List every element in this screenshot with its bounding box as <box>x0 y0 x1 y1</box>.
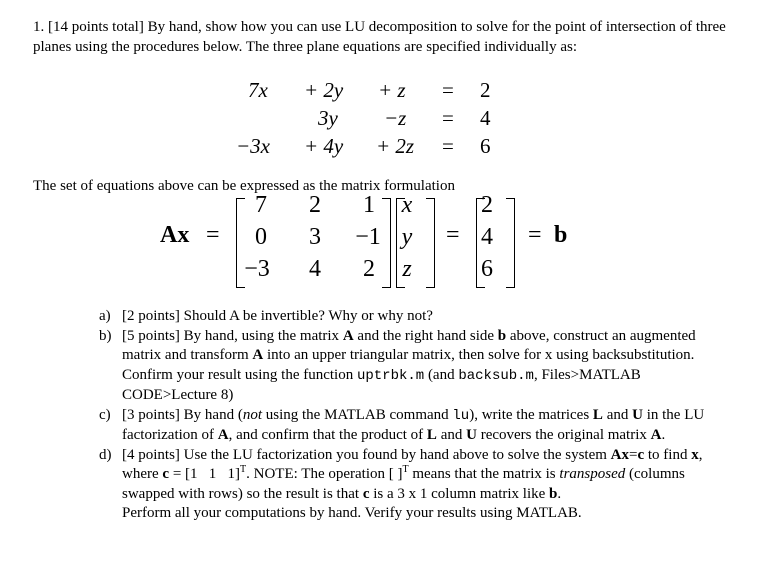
vector-b-cell: 2 <box>481 192 493 218</box>
eq-sign: = <box>442 134 454 158</box>
eq-sign: = <box>442 106 454 130</box>
eq-rhs: 6 <box>480 134 491 158</box>
eq-rhs: 4 <box>480 106 491 130</box>
question-label: a) <box>99 308 111 324</box>
question-label: b) <box>99 327 112 344</box>
matrix-a-cell: 0 <box>255 224 267 250</box>
eq-term: + 2z <box>376 134 415 158</box>
code-uptrbk: uptrbk.m <box>356 367 425 384</box>
eq-term: 3y <box>318 106 338 130</box>
problem-number: 1. <box>33 19 45 35</box>
eq-sign: = <box>446 222 460 248</box>
vector-x-cell: y <box>401 224 413 250</box>
vector-b-cell: 4 <box>481 224 493 250</box>
question-b: b) [5 points] By hand, using the matrix A and the right hand side b above, construct an augmented matrix and transform A into an upper triangular matrix, then solve for x using backsubstitution. Confirm your result using the function uptrbk.m (and backsub.m, Files>MATLAB CODE>Lecture 8) <box>99 327 696 403</box>
problem-intro <box>33 18 733 57</box>
eq-sign: = <box>528 222 542 248</box>
question-label: d) <box>99 446 112 463</box>
matrix-a-cell: 7 <box>255 192 267 218</box>
matrix-a-cell: 2 <box>363 256 375 282</box>
question-list <box>99 307 719 524</box>
eq-sign: = <box>442 78 454 102</box>
vector-b-cell: 6 <box>481 256 493 282</box>
eq-term: + z <box>378 78 406 102</box>
vector-x-cell: x <box>401 192 413 218</box>
eq-term: + 2y <box>304 78 344 102</box>
lhs-Ax: Ax <box>160 222 190 248</box>
eq-term: −3x <box>236 134 270 158</box>
question-label: c) <box>99 406 111 423</box>
eq-rhs: 2 <box>480 78 491 102</box>
eq-term: −z <box>384 106 407 130</box>
problem-intro-text: [14 points total] By hand, show how you can use LU decomposition to solve for the point of intersection of three planes using the procedures below. The three plane equations are specified individually as: <box>33 19 726 55</box>
final-instruction: Perform all your computations by hand. Verify your results using MATLAB. <box>122 505 582 521</box>
question-c: c) [3 points] By hand (not using the MATLAB command lu), write the matrices L and U in the LU factorization of A, and confirm that the product of L and U recovers the original matrix A. <box>99 406 705 443</box>
vector-x-cell: z <box>402 256 412 282</box>
right-bracket <box>426 198 435 288</box>
matrix-a-cell: 1 <box>363 192 375 218</box>
matrix-a-cell: 2 <box>309 192 321 218</box>
eq-sign: = <box>206 222 220 248</box>
eq-term: 7x <box>248 78 268 102</box>
rhs-b: b <box>554 222 568 248</box>
matrix-a-cell: −1 <box>355 224 381 250</box>
right-bracket <box>506 198 515 288</box>
matrix-intro: The set of equations above can be expressed as the matrix formulation <box>33 178 455 194</box>
matrix-a-cell: 3 <box>309 224 321 250</box>
matrix-a-cell: 4 <box>309 256 321 282</box>
matrix-a-cell: −3 <box>244 256 270 282</box>
question-d: d) [4 points] Use the LU factorization you found by hand above to solve the system Ax=c to find x, where c = [1 1 1]$^T$. NOTE: The operation [ ]$^T$ means that the matrix is transposed (columns swapped with rows) so the result is that c is a 3 x 1 column matrix like b. Perform all your computations by hand. Verify your results using MATLAB. <box>99 446 703 521</box>
question-a: a) [2 points] Should A be invertible? Why or why not? <box>99 307 719 327</box>
eq-term: + 4y <box>304 134 344 158</box>
code-lu: lu <box>452 407 470 424</box>
code-backsub: backsub.m <box>458 367 534 384</box>
